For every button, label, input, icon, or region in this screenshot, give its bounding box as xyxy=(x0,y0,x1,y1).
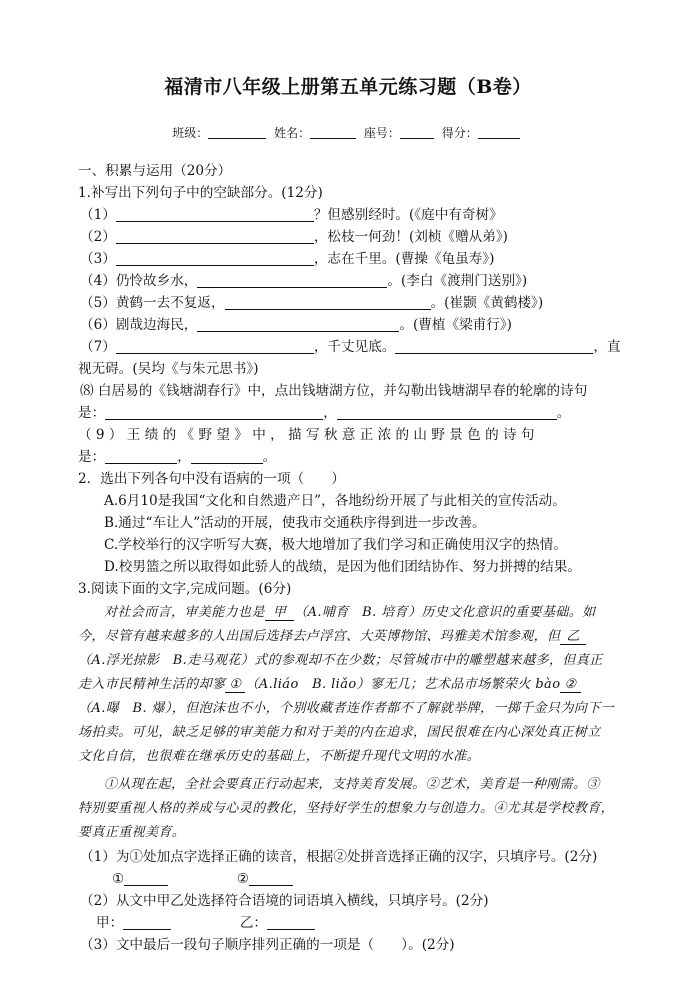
seat-label: 座号： xyxy=(363,126,400,140)
score-label: 得分： xyxy=(441,126,478,140)
passage-line-2: 今，尽管有越来越多的人出国后选择去卢浮宫、大英博物馆、玛雅美术馆参观，但 乙 xyxy=(78,628,586,646)
answer-blank[interactable] xyxy=(249,871,293,886)
answer-blank[interactable] xyxy=(123,915,171,930)
passage-line-7: 文化自信，也很难在继承历史的基础上，不断提升现代文明的水准。 xyxy=(78,749,481,764)
section-title: 一、积累与运用（20分） xyxy=(78,163,232,179)
page-title: 福清市八年级上册第五单元练习题（B卷） xyxy=(164,76,532,98)
student-info-line xyxy=(0,124,696,141)
q1-item-7: （7） ，千丈见底。 ，直 xyxy=(80,339,621,355)
q1-item-4: （4）仍怜故乡水， 。(李白《渡荆门送别》) xyxy=(80,273,528,289)
passage-line-3: （A.浮光掠影 B.走马观花）式的参观却不在少数；尽管城市中的雕塑越来越多，但真正 xyxy=(78,653,603,668)
passage-line-9: 特别要重视人格的养成与心灵的教化，坚持好学生的想象力与创造力。④尤其是学校教育， xyxy=(78,801,615,816)
answer-blank[interactable] xyxy=(105,405,323,420)
q2-option-a[interactable]: A.6月10是我国“文化和自然遗产日”，各地纷纷开展了与此相关的宣传活动。 xyxy=(104,493,566,509)
answer-blank[interactable] xyxy=(225,295,431,310)
q3-sub-2: （2）从文中甲乙处选择符合语境的词语填入横线，只填序号。(2分) xyxy=(80,893,489,909)
blank-2: ② xyxy=(560,677,580,693)
question-1-stem: 1.补写出下列句子中的空缺部分。(12分) xyxy=(78,185,323,201)
q1-item-5: （5）黄鹤一去不复返， 。(崔颢《黄鹤楼》) xyxy=(80,295,544,311)
passage-line-6: 场拍卖。可见，缺乏足够的审美能力和对于美的内在追求，国民很难在内心深处真正树立 xyxy=(78,725,601,740)
q3-sub-2-answers: 甲： 乙： xyxy=(96,914,315,932)
answer-blank[interactable] xyxy=(124,871,168,886)
blank-1: ① xyxy=(225,677,245,693)
class-blank[interactable] xyxy=(208,126,266,139)
q2-option-c[interactable]: C.学校举行的汉字听写大赛，极大地增加了我们学习和正确使用汉字的热情。 xyxy=(104,537,567,553)
answer-blank[interactable] xyxy=(191,449,263,464)
q1-item-8: ⑻ 白居易的《钱塘湖春行》中，点出钱塘湖方位，并勾勒出钱塘湖早春的轮廓的诗句 xyxy=(80,383,588,399)
q3-sub-1: （1）为①处加点字选择正确的读音，根据②处拼音选择正确的汉字，只填序号。(2分) xyxy=(80,849,598,865)
q3-sub-1-answers: ① ② xyxy=(112,870,293,888)
q1-item-6: （6）剧哉边海民， 。(曹植《梁甫行》) xyxy=(80,317,512,333)
q3-sub-3: （3）文中最后一段句子顺序排列正确的一项是（ ）。(2分) xyxy=(80,937,455,953)
answer-blank[interactable] xyxy=(116,339,314,354)
passage-line-4: 走入市民精神生活的却寥 ① （A.liáo B. liǎo）寥无几；艺术品市场繁荣火 bào ② xyxy=(78,676,581,694)
q1-item-3: （3） ，志在千里。(曹操《龟虽寿》) xyxy=(80,251,495,267)
answer-blank[interactable] xyxy=(197,273,387,288)
blank-yi: 乙 xyxy=(560,629,585,645)
blank-jia: 甲 xyxy=(265,605,294,621)
q1-item-2: （2） ，松枝一何劲！(刘桢《赠从弟》) xyxy=(80,229,508,245)
answer-blank[interactable] xyxy=(337,405,557,420)
answer-blank[interactable] xyxy=(116,229,314,244)
passage-line-5: （A.曝 B. 爆），但泡沫也不小，个别收藏者连作者都不了解就举牌，一掷千金只为向下一 xyxy=(78,701,615,716)
answer-blank[interactable] xyxy=(105,449,177,464)
q1-item-7-cont: 视无碍。(吴均《与朱元思书》) xyxy=(78,361,259,377)
q2-option-b[interactable]: B.通过“车让人”活动的开展，使我市交通秩序得到进一步改善。 xyxy=(104,515,486,531)
question-2-stem: 2．选出下列各句中没有语病的一项（ ） xyxy=(78,471,345,487)
q1-item-1: （1） ？但感别经时。(《庭中有奇树》 xyxy=(80,207,503,223)
seat-blank[interactable] xyxy=(400,126,434,139)
q1-item-9-answer: 是： ， 。 xyxy=(78,449,277,465)
question-3-stem: 3.阅读下面的文字,完成问题。(6分) xyxy=(78,581,292,597)
answer-blank[interactable] xyxy=(267,915,315,930)
score-blank[interactable] xyxy=(478,126,520,139)
passage-line-10: 要真正重视美育。 xyxy=(78,825,186,840)
name-blank[interactable] xyxy=(310,126,356,139)
q1-item-8-answer: 是： ， 。 xyxy=(78,405,571,421)
passage-line-1: 对社会而言，审美能力也是 甲 （A.哺育 B. 培育）历史文化意识的重要基础。如 xyxy=(104,605,596,620)
answer-blank[interactable] xyxy=(395,339,593,354)
name-label: 姓名： xyxy=(274,126,311,140)
answer-blank[interactable] xyxy=(197,317,399,332)
answer-blank[interactable] xyxy=(116,207,314,222)
passage-line-8: ①从现在起，全社会要真正行动起来，支持美育发展。②艺术，美育是一种刚需。③ xyxy=(104,777,600,792)
q1-item-9: （ 9 ） 王 绩 的 《 野 望 》 中 ， 描 写 秋 意 正 浓 的 山 野 景 色 的 诗 句 xyxy=(78,427,535,443)
q2-option-d[interactable]: D.校男篮之所以取得如此骄人的战绩，是因为他们团结协作、努力拼搏的结果。 xyxy=(104,559,581,575)
class-label: 班级： xyxy=(172,126,209,140)
answer-blank[interactable] xyxy=(116,251,314,266)
